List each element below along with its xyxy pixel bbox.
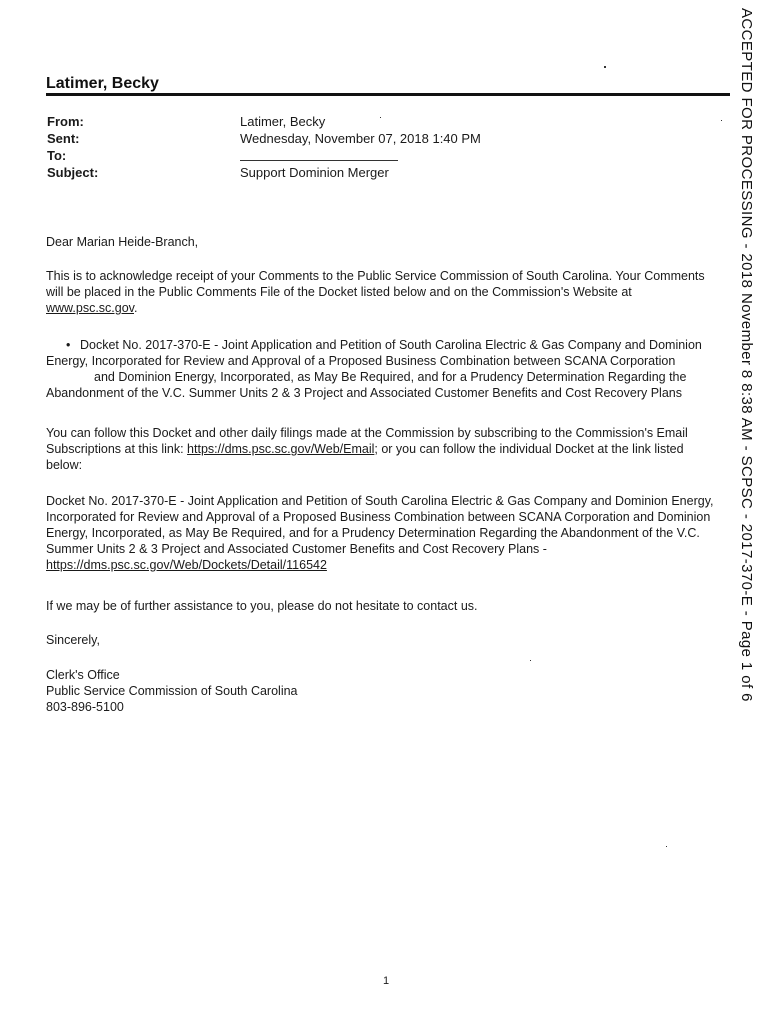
subject-value: Support Dominion Merger [240,165,389,180]
bullet-text-2: and Dominion Energy, Incorporated, as May Be Required, and for a Prudency Determination Regarding the [94,370,687,384]
bullet-text-3: Abandonment of the V.C. Summer Units 2 & 3 Project and Associated Customer Benefits and Cost Recovery Plans [46,386,682,400]
sent-label: Sent: [47,131,80,146]
to-redaction-line [240,160,398,161]
greeting: Dear Marian Heide-Branch, [46,235,199,249]
page-number: 1 [383,975,390,987]
email-subscription-link[interactable]: https://dms.psc.sc.gov/Web/Email [187,442,375,456]
accepted-stamp: ACCEPTED FOR PROCESSING - 2018 November 8 8:38 AM - SCPSC - 2017-370-E - Page 1 of 6 [738,8,755,702]
scan-speck [604,66,606,68]
bullet-dot-icon: • [66,338,71,352]
acknowledgement-text: This is to acknowledge receipt of your Comments to the Public Service Commission of South Carolina. Your Comments will be placed in the Public Comments File of the Docket listed below and on the Commission's Website at [46,269,705,299]
docket-link[interactable]: https://dms.psc.sc.gov/Web/Dockets/Detail/116542 [46,558,327,572]
acknowledgement-paragraph: This is to acknowledge receipt of your Comments to the Public Service Commission of South Carolina. Your Comments will be placed in the Public Comments File of the Docket listed below and on the Commission's Website at www.psc.sc.gov. [46,269,705,315]
signature-line-2: Public Service Commission of South Carolina [46,684,298,698]
docket-text: Docket No. 2017-370-E - Joint Application and Petition of South Carolina Electric & Gas Company and Dominion Energy, Incorporated for Review and Approval of a Proposed Business Combination between SCANA Corporation and Dominion Energy, Incorporated, as May Be Required, and for a Prudency Determination Regarding the Abandonment of the V.C. Summer Units 2 & 3 Project and Associated Customer Benefits and Cost Recovery Plans - [46,494,714,556]
signature-line-3: 803-896-5100 [46,700,124,714]
scan-speck [380,117,381,118]
signature-block [46,667,722,715]
scan-speck [530,660,531,661]
to-label: To: [47,148,67,163]
assistance-text: If we may be of further assistance to you, please do not hesitate to contact us. [46,599,478,613]
follow-paragraph [46,425,722,473]
bullet-text-1: Docket No. 2017-370-E - Joint Application and Petition of South Carolina Electric & Gas Company and Dominion Energy, Incorporated for Review and Approval of a Proposed Business Combination between SCANA Corporation [46,338,702,368]
docket-paragraph [46,493,722,573]
from-label: From: [47,114,84,129]
header-rule [46,93,730,96]
sent-value: Wednesday, November 07, 2018 1:40 PM [240,131,481,146]
follow-text-a: You can follow this Docket and other daily filings made at the Commission by subscribing to the Commission's Email Subscriptions at this link: [46,426,688,456]
follow-text-b: ; or you can follow the individual Docket at the link listed below: [46,442,684,472]
signature-line-1: Clerk's Office [46,668,120,682]
website-link[interactable]: www.psc.sc.gov [46,301,134,315]
from-value: Latimer, Becky [240,114,326,129]
docket-bullet [46,337,726,401]
closing-text: Sincerely, [46,633,100,647]
sender-name-title: Latimer, Becky [46,75,159,92]
scan-speck [666,846,667,847]
scan-speck [721,120,722,121]
subject-label: Subject: [47,165,99,180]
